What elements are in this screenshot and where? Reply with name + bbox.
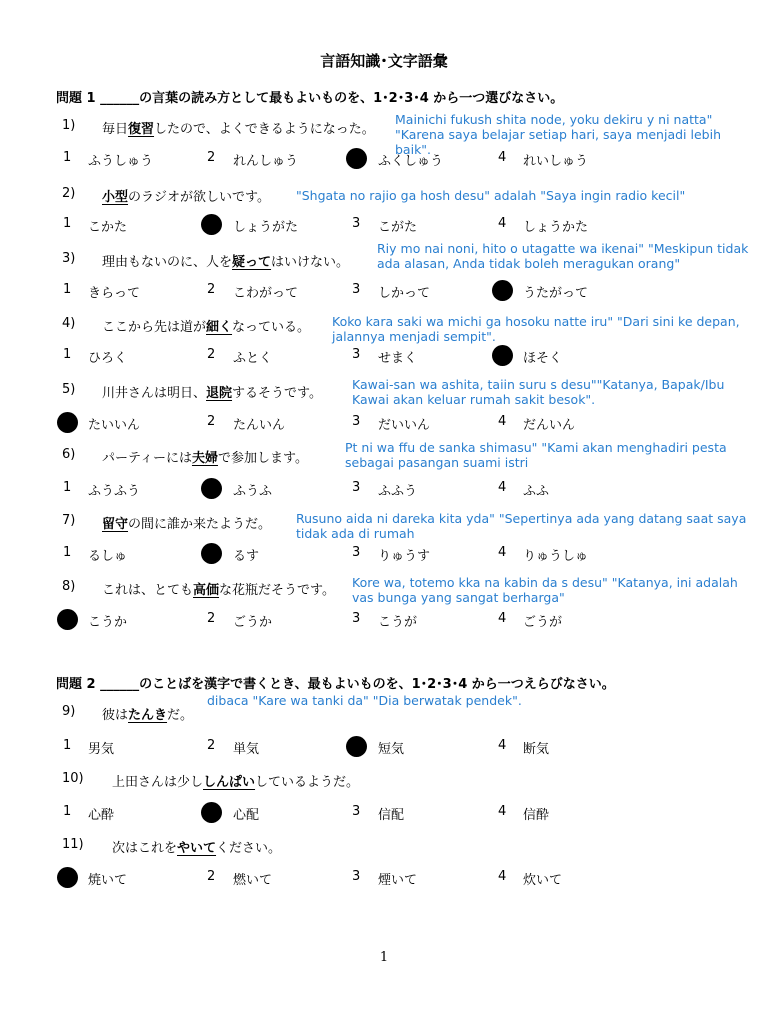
option-text: 断気 [523,742,550,757]
option-number: 1 [63,216,72,231]
option-number: 3 [352,347,361,362]
question-number: 7) [62,513,76,528]
question-number: 9) [62,704,76,719]
option-number: 4 [498,150,507,165]
option-text: せまく [378,351,418,366]
option-number: 4 [498,414,507,429]
target-word: 高価 [193,583,220,598]
question-number: 10) [62,771,84,786]
option-number: 3 [352,804,361,819]
answer-mark [201,214,222,235]
option-number: 1 [63,150,72,165]
question-text [102,579,335,598]
answer-mark [492,345,513,366]
option-text: ほそく [523,351,563,366]
question-text [112,837,281,856]
option-text: 煙いて [378,873,418,888]
question-text-part: 上田さんは少し [112,775,204,790]
option-text: たんいん [233,418,286,433]
target-word: しんぱい [203,775,256,790]
question-text-part: だ。 [167,708,194,723]
option-text: こうか [88,615,128,630]
question-text-part: するそうです。 [232,386,322,401]
option-text: しかって [378,286,431,301]
question-text [102,316,310,335]
option-text: ごうが [523,615,563,630]
answer-mark [346,736,367,757]
question-text [102,186,270,205]
answer-mark [201,802,222,823]
option-text: るす [233,549,260,564]
answer-mark [57,412,78,433]
option-number: 1 [63,738,72,753]
option-number: 4 [498,869,507,884]
option-text: しょうがた [233,220,299,235]
question-text-part: 彼は [102,708,129,723]
option-number: 3 [352,414,361,429]
option-text: 男気 [88,742,115,757]
question-text-part: ください。 [216,841,282,856]
option-number: 1 [63,545,72,560]
target-word: 夫婦 [191,451,218,466]
question-text-part: 理由もないのに、人を [102,255,233,270]
translation-note: Kore wa, totemo kka na kabin da s desu" "Katanya, ini adalah vas bunga yang sangat berharga" [352,575,738,605]
translation-note: dibaca "Kare wa tanki da" "Dia berwatak pendek". [207,693,522,708]
section1-heading: 問題 1 ______の言葉の読み方として最もよいものを、1･2･3･4 から一つ選びなさい。 [56,91,564,106]
question-text-part: のラジオが欲しいです。 [128,190,270,205]
target-word: 留守 [102,517,129,532]
page-title: 言語知識･文字語彙 [320,52,448,70]
question-text-part: 川井さんは明日、 [102,386,207,401]
option-number: 3 [352,545,361,560]
option-text: だんいん [523,418,576,433]
option-text: 心酔 [88,808,115,823]
question-text-part: これは、とても [102,583,194,598]
option-number: 4 [498,545,507,560]
question-number: 4) [62,316,76,331]
translation-note: Koko kara saki wa michi ga hosoku natte iru" "Dari sini ke depan, jalannya menjadi sempit". [332,314,740,344]
option-text: こかた [88,220,128,235]
answer-mark [57,609,78,630]
option-text: 信酔 [523,808,550,823]
option-number: 3 [352,611,361,626]
option-number: 3 [352,282,361,297]
option-text: 単気 [233,742,260,757]
option-number: 1 [63,347,72,362]
translation-note: Rusuno aida ni dareka kita yda" "Sepertinya ada yang datang saat saya tidak ada di rumah [296,511,747,541]
option-number: 4 [498,611,507,626]
option-text: しょうかた [523,220,589,235]
target-word: 疑って [232,255,272,270]
question-number: 6) [62,447,76,462]
option-text: ふうしゅう [88,154,154,169]
option-number: 2 [207,414,216,429]
question-text-part: したので、よくできるようになった。 [154,122,375,137]
question-number: 1) [62,118,76,133]
question-text-part: ここから先は道が [102,320,207,335]
option-text: ふうふう [88,484,141,499]
option-text: ふうふ [233,484,273,499]
answer-mark [201,543,222,564]
translation-note: Pt ni wa ffu de sanka shimasu" "Kami akan menghadiri pesta sebagai pasangan suami istri [345,440,727,470]
option-text: ふふ [523,484,550,499]
page-number: 1 [379,950,389,965]
question-text [102,118,375,137]
question-text-part: なっている。 [232,320,311,335]
option-number: 2 [207,150,216,165]
option-number: 3 [352,216,361,231]
target-word: たんき [128,708,168,723]
option-text: こうが [378,615,418,630]
option-text: ごうか [233,615,273,630]
option-number: 4 [498,738,507,753]
option-text: だいいん [378,418,431,433]
question-text-part: で参加します。 [217,451,308,466]
option-text: こわがって [233,286,299,301]
answer-mark [57,867,78,888]
question-number: 8) [62,579,76,594]
target-word: 細く [206,320,233,335]
option-text: りゅうす [378,549,431,564]
option-text: 短気 [378,742,405,757]
option-text: こがた [378,220,418,235]
option-text: 燃いて [233,873,273,888]
translation-note: "Shgata no rajio ga hosh desu" adalah "Saya ingin radio kecil" [296,188,686,203]
question-number: 11) [62,837,84,852]
target-word: やいて [177,841,217,856]
option-number: 2 [207,738,216,753]
question-text-part: な花瓶だそうです。 [219,583,335,598]
section2-heading: 問題 2 ______のことばを漢字で書くとき、最もよいものを、1･2･3･4 から一つえらびなさい。 [56,677,615,692]
option-text: きらって [88,286,141,301]
option-number: 2 [207,611,216,626]
option-text: れんしゅう [233,154,299,169]
option-number: 2 [207,869,216,884]
option-text: ふとく [233,351,273,366]
option-text: 信配 [378,808,405,823]
option-text: るしゅ [88,549,128,564]
option-number: 4 [498,480,507,495]
option-number: 1 [63,804,72,819]
option-text: ひろく [88,351,128,366]
option-text: たいいん [88,418,141,433]
translation-note: Mainichi fukush shita node, yoku dekiru y ni natta" "Karena saya belajar setiap hari, saya menjadi lebih baik". [395,112,721,157]
question-number: 5) [62,382,76,397]
question-number: 3) [62,251,76,266]
answer-mark [346,148,367,169]
translation-note: Riy mo nai noni, hito o utagatte wa ikenai" "Meskipun tidak ada alasan, Anda tidak boleh meragukan orang" [377,241,749,271]
option-number: 2 [207,282,216,297]
option-number: 2 [207,347,216,362]
translation-note: Kawai-san wa ashita, taiin suru s desu""Katanya, Bapak/Ibu Kawai akan keluar rumah sakit besok". [352,377,725,407]
option-text: うたがって [523,286,589,301]
answer-mark [201,478,222,499]
question-text [112,771,359,790]
question-text-part: 次はこれを [112,841,178,856]
option-number: 4 [498,216,507,231]
target-word: 小型 [102,190,129,205]
option-number: 3 [352,869,361,884]
answer-mark [492,280,513,301]
question-text [102,447,308,466]
option-text: 炊いて [523,873,563,888]
question-text [102,251,349,270]
question-text [102,704,193,723]
question-text-part: の間に誰か来たようだ。 [128,517,272,532]
target-word: 復習 [128,122,155,137]
question-text [102,513,271,532]
question-text-part: パーティーには [102,451,192,466]
option-text: れいしゅう [523,154,589,169]
option-number: 1 [63,282,72,297]
option-text: ふくしゅう [378,154,444,169]
option-number: 3 [352,480,361,495]
question-text-part: 毎日 [102,122,129,137]
option-number: 4 [498,804,507,819]
option-text: ふふう [378,484,418,499]
question-text-part: はいけない。 [271,255,350,270]
option-text: 焼いて [88,873,128,888]
option-text: りゅうしゅ [523,549,589,564]
question-number: 2) [62,186,76,201]
option-text: 心配 [233,808,260,823]
question-text-part: しているようだ。 [255,775,360,790]
question-text [102,382,322,401]
option-number: 1 [63,480,72,495]
target-word: 退院 [206,386,233,401]
